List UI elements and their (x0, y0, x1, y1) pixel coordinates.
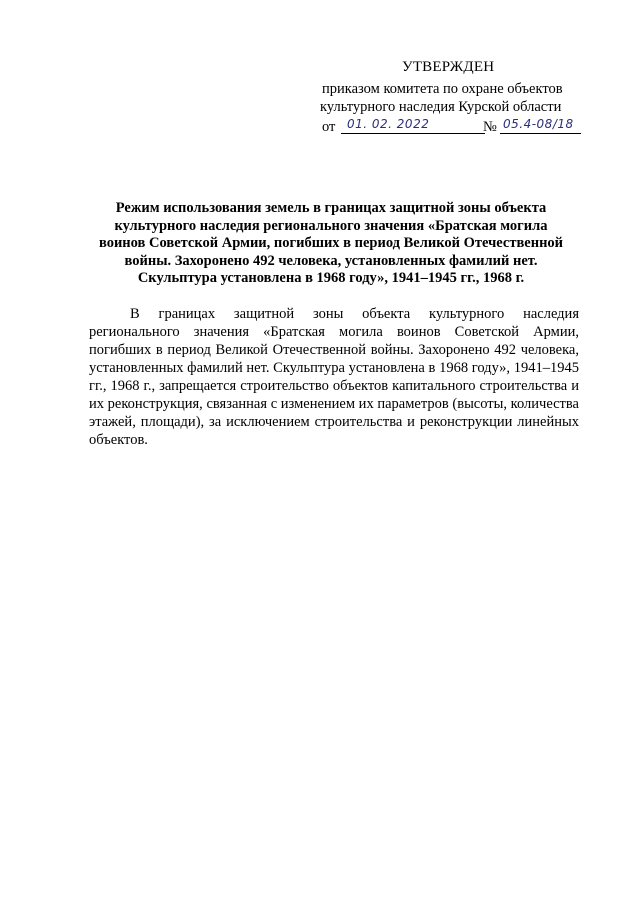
approval-issuer-line2: культурного наследия Курской области (320, 99, 562, 115)
document-body (89, 305, 579, 449)
title-line: Режим использования земель в границах защитной зоны объекта (115, 200, 547, 216)
title-line: культурного наследия регионального значения «Братская могила (114, 217, 548, 234)
title-line: воинов Советской Армии, погибших в период Великой Отечественной (98, 235, 564, 251)
handwritten-date: 01. 02. 2022 (341, 115, 485, 134)
date-label: от (322, 119, 336, 135)
document-title (96, 200, 566, 288)
approval-stamp-block (310, 58, 600, 140)
body-paragraph: В границах защитной зоны объекта культурного наследия регионального значения «Братская могила воинов Советской Армии, погибших в период Великой Отечественной войны. Захоронено 492 человека, установленных фамилий нет. Скульптура установлена в 1968 году», 1941–1945 гг., 1968 г., запрещается строительство объектов капитального строительства и их реконструкция, связанная с изменением их параметров (высоты, количества этажей, площади), за исключением строительства и реконструкции линейных объектов. (89, 306, 579, 448)
title-line: войны. Захоронено 492 человека, установленных фамилий нет. (124, 252, 538, 269)
approval-heading: УТВЕРЖДЕН (402, 59, 495, 75)
title-line: Скульптура установлена в 1968 году», 1941–1945 гг., 1968 г. (137, 270, 525, 286)
number-label: № (483, 119, 497, 135)
approval-date-number-line (310, 118, 600, 140)
approval-issuer-line1: приказом комитета по охране объектов (322, 81, 563, 97)
handwritten-number: 05.4-08/18 (500, 115, 581, 134)
